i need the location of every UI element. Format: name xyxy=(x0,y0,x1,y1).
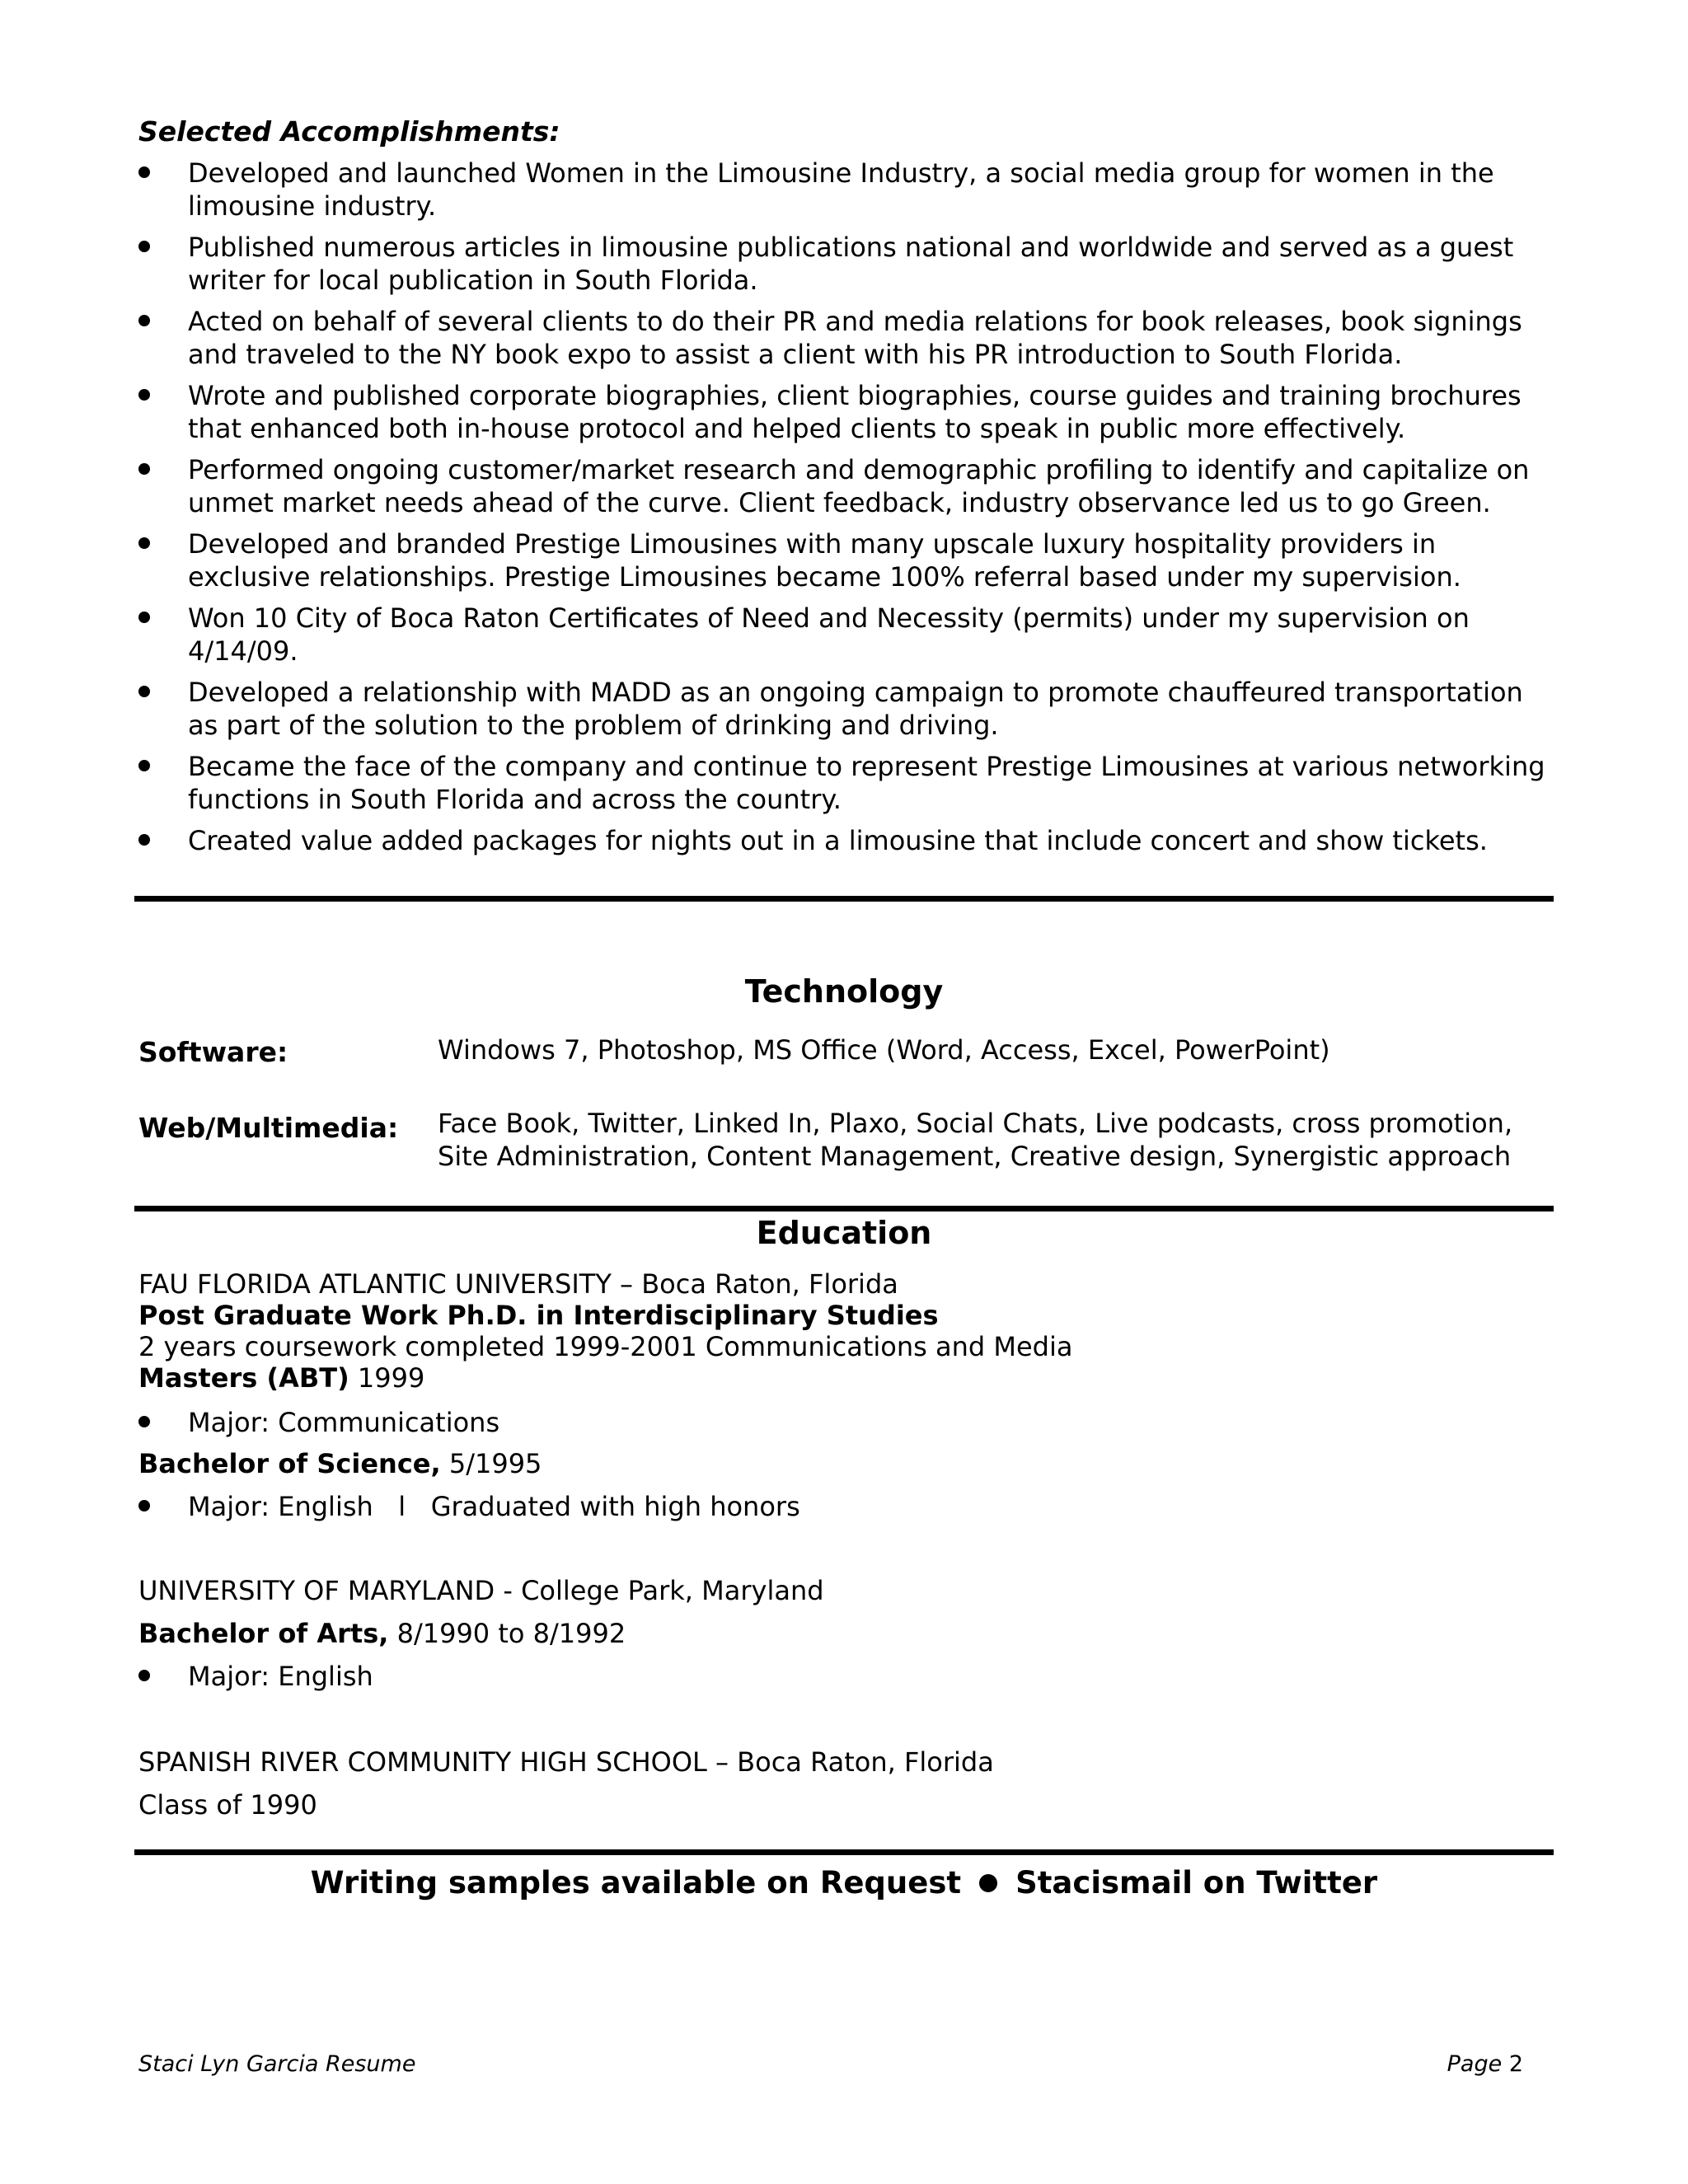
bullet-icon xyxy=(138,1416,150,1427)
bullet-icon xyxy=(138,241,150,252)
bullet-icon xyxy=(138,1670,150,1681)
accomplishments-list xyxy=(138,157,1556,865)
bullet-icon xyxy=(138,537,150,549)
fau-masters: Masters (ABT) 1999 xyxy=(138,1362,425,1394)
list-item: Wrote and published corporate biographies, client biographies, course guides and training brochures that enhanced both in-house protocol and helped clients to speak in public more effectively. xyxy=(138,379,1556,445)
list-item: Created value added packages for nights out in a limousine that include concert and show tickets. xyxy=(138,824,1556,857)
section-divider xyxy=(134,896,1554,902)
bullet-icon xyxy=(138,389,150,401)
umd-school: UNIVERSITY OF MARYLAND - College Park, Maryland xyxy=(138,1575,824,1606)
umd-major: Major: English xyxy=(138,1660,373,1693)
software-value: Windows 7, Photoshop, MS Office (Word, Access, Excel, PowerPoint) xyxy=(438,1034,1330,1066)
fau-school: FAU FLORIDA ATLANTIC UNIVERSITY – Boca Raton, Florida xyxy=(138,1268,898,1300)
bullet-icon xyxy=(138,686,150,697)
section-divider xyxy=(134,1849,1554,1855)
bullet-icon xyxy=(138,315,150,326)
list-item: Developed and branded Prestige Limousines with many upscale luxury hospitality providers in exclusive relationships. Prestige Limousines became 100% referral based under my supervision. xyxy=(138,527,1556,593)
list-item: Acted on behalf of several clients to do their PR and media relations for book releases, book signings and traveled to the NY book expo to assist a client with his PR introduction to South Florida. xyxy=(138,305,1556,371)
list-item: Performed ongoing customer/market research and demographic profiling to identify and capitalize on unmet market needs ahead of the curve. Client feedback, industry observance led us to go Green. xyxy=(138,453,1556,519)
fau-bachelor-science: Bachelor of Science, 5/1995 xyxy=(138,1448,542,1479)
section-divider xyxy=(134,1206,1554,1212)
list-item: Developed and launched Women in the Limousine Industry, a social media group for women in the limousine industry. xyxy=(138,157,1556,223)
closing-note: Writing samples available on Request Stacismail on Twitter xyxy=(310,1865,1378,1900)
fau-coursework: 2 years coursework completed 1999-2001 Communications and Media xyxy=(138,1331,1073,1362)
fau-bs-major: Major: English l Graduated with high honors xyxy=(138,1490,800,1523)
list-item: Developed a relationship with MADD as an ongoing campaign to promote chauffeured transportation as part of the solution to the problem of drinking and driving. xyxy=(138,676,1556,742)
list-item: Won 10 City of Boca Raton Certificates of Need and Necessity (permits) under my supervision on 4/14/09. xyxy=(138,602,1556,668)
umd-bachelor-arts: Bachelor of Arts, 8/1990 to 8/1992 xyxy=(138,1618,626,1649)
web-multimedia-label: Web/Multimedia: xyxy=(138,1112,399,1144)
bullet-icon xyxy=(138,760,150,771)
list-item: Became the face of the company and continue to represent Prestige Limousines at various networking functions in South Florida and across the country. xyxy=(138,750,1556,816)
footer-page-number: Page 2 xyxy=(1447,2051,1523,2077)
hs-class: Class of 1990 xyxy=(138,1789,317,1821)
education-title: Education xyxy=(756,1215,932,1251)
hs-school: SPANISH RIVER COMMUNITY HIGH SCHOOL – Boca Raton, Florida xyxy=(138,1746,994,1778)
accomplishments-heading: Selected Accomplishments: xyxy=(138,115,560,148)
bullet-icon xyxy=(979,1874,997,1892)
bullet-icon xyxy=(138,166,150,178)
fau-postgrad: Post Graduate Work Ph.D. in Interdisciplinary Studies xyxy=(138,1300,939,1331)
fau-masters-major: Major: Communications xyxy=(138,1406,499,1439)
bullet-icon xyxy=(138,612,150,623)
bullet-icon xyxy=(138,463,150,475)
software-label: Software: xyxy=(138,1036,288,1068)
footer-document-name: Staci Lyn Garcia Resume xyxy=(138,2051,416,2077)
bullet-icon xyxy=(138,834,150,846)
list-item: Published numerous articles in limousine publications national and worldwide and served as a guest writer for local publication in South Florida. xyxy=(138,231,1556,297)
web-multimedia-value-line-2: Site Administration, Content Management, Creative design, Synergistic approach xyxy=(438,1141,1512,1172)
bullet-icon xyxy=(138,1500,150,1511)
technology-title: Technology xyxy=(744,973,944,1010)
web-multimedia-value-line-1: Face Book, Twitter, Linked In, Plaxo, Social Chats, Live podcasts, cross promotion, xyxy=(438,1108,1513,1139)
